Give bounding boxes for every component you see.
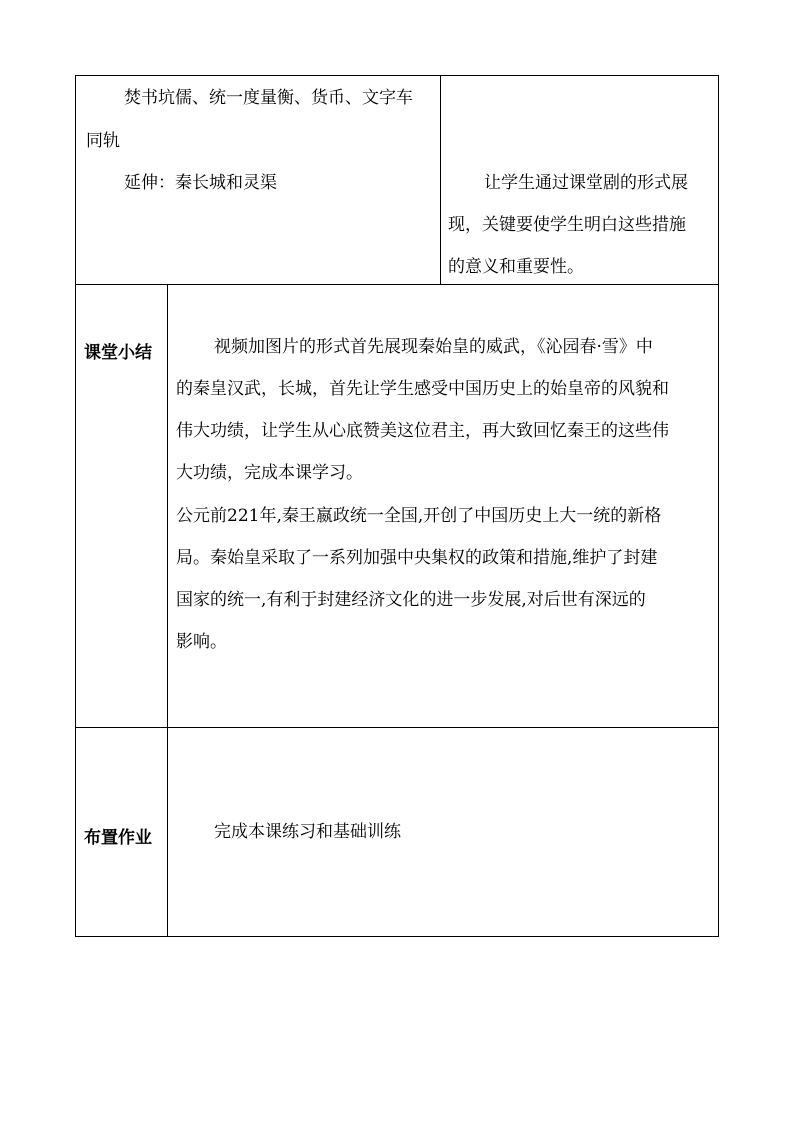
activity-line: 焚书坑儒、统一度量衡、货币、文字车: [124, 88, 413, 108]
summary-line: 国家的统一,有利于封建经济文化的进一步发展,对后世有深远的: [176, 590, 646, 610]
activity-line: 同轨: [86, 131, 120, 151]
design-intent-line: 让学生通过课堂剧的形式展: [484, 173, 688, 193]
design-intent-line: 的意义和重要性。: [448, 257, 584, 277]
summary-content-cell: [167, 284, 718, 727]
lesson-plan-table: [75, 75, 719, 937]
homework-label: 布置作业: [84, 828, 152, 848]
summary-line: 局。秦始皇采取了一系列加强中央集权的政策和措施,维护了封建: [176, 548, 658, 568]
design-intent-line: 现，关键要使学生明白这些措施: [448, 215, 686, 235]
summary-line: 影响。: [176, 632, 227, 652]
activity-cell: [76, 76, 440, 284]
summary-line: 大功绩，完成本课学习。: [176, 463, 363, 483]
activity-line: 延伸：秦长城和灵渠: [124, 173, 277, 193]
homework-text: 完成本课练习和基础训练: [214, 822, 401, 842]
summary-line: 视频加图片的形式首先展现秦始皇的威武，《沁园春·雪》中: [214, 337, 653, 357]
summary-line: 的秦皇汉武，长城，首先让学生感受中国历史上的始皇帝的风貌和: [176, 379, 669, 399]
design-intent-cell: [440, 76, 718, 284]
summary-line: 公元前221年,秦王嬴政统一全国,开创了中国历史上大一统的新格: [176, 506, 662, 526]
summary-line: 伟大功绩，让学生从心底赞美这位君主，再大致回忆秦王的这些伟: [176, 421, 669, 441]
summary-label: 课堂小结: [84, 343, 152, 363]
homework-label-cell: [76, 727, 167, 936]
homework-content-cell: [167, 727, 718, 936]
summary-label-cell: [76, 284, 167, 727]
